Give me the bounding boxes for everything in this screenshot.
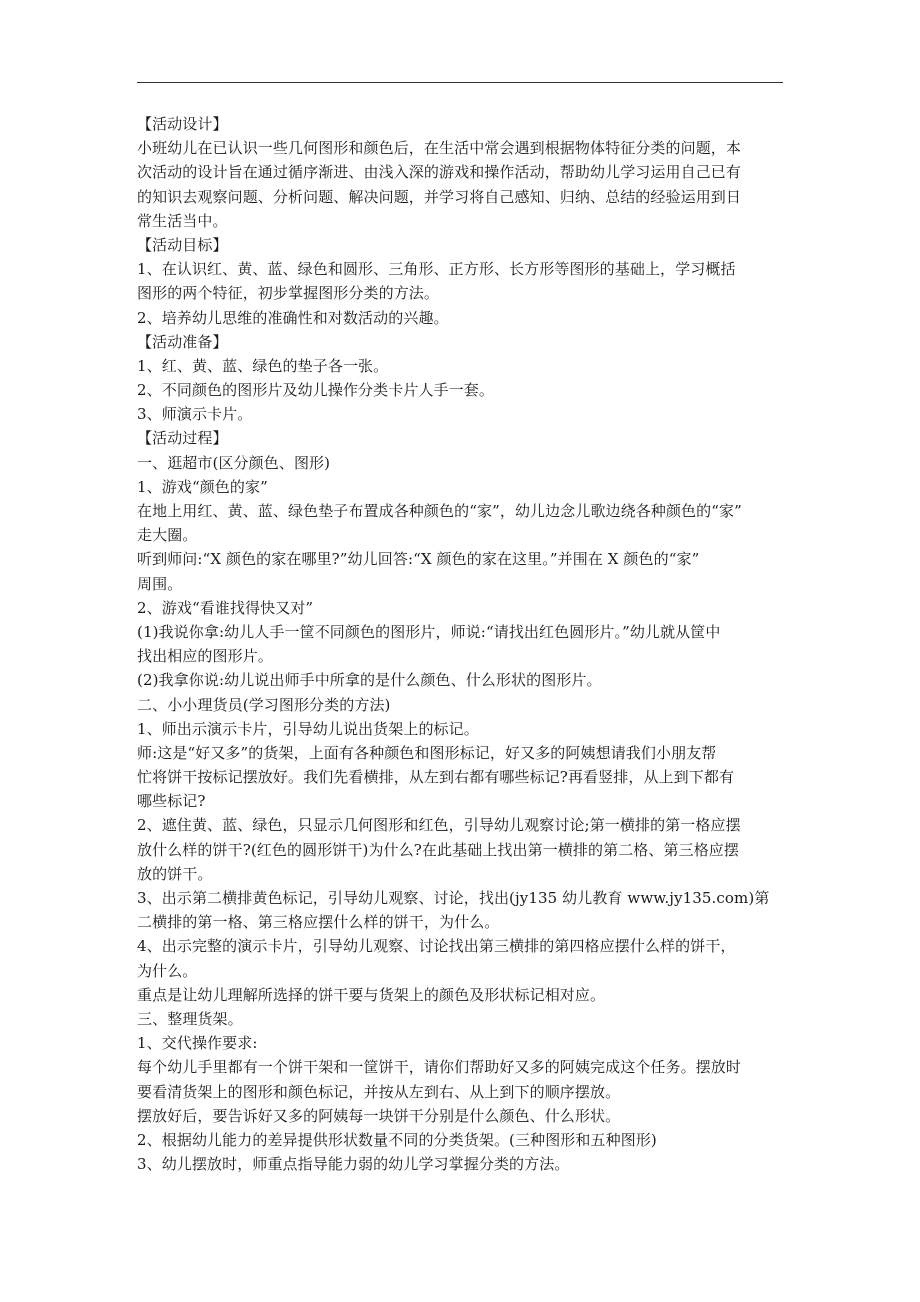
text-line: 次活动的设计旨在通过循序渐进、由浅入深的游戏和操作活动，帮助幼儿学习运用自己已有 xyxy=(137,163,742,182)
text-line: 【活动过程】 xyxy=(137,429,228,448)
text-line: 听到师问:“X 颜色的家在哪里?”幼儿回答:“X 颜色的家在这里。”并围在 X 颜色的“家” xyxy=(137,550,700,569)
text-line: 摆放好后，要告诉好又多的阿姨每一块饼干分别是什么颜色、什么形状。 xyxy=(137,1106,621,1125)
text-line: 小班幼儿在已认识一些几何图形和颜色后，在生活中常会遇到根据物体特征分类的问题，本 xyxy=(137,139,742,158)
text-line: 1、游戏“颜色的家” xyxy=(137,477,268,496)
text-line: 走大圈。 xyxy=(137,526,198,545)
text-line: 重点是让幼儿理解所选择的饼干要与货架上的颜色及形状标记相对应。 xyxy=(137,985,606,1004)
text-line: 二、小小理货员(学习图形分类的方法) xyxy=(137,695,391,714)
text-line: 在地上用红、黄、蓝、绿色垫子布置成各种颜色的“家”，幼儿边念儿歌边绕各种颜色的“家” xyxy=(137,502,742,520)
text-line: 找出相应的图形片。 xyxy=(137,647,273,666)
text-line: 师:这是“好又多”的货架，上面有各种颜色和图形标记，好又多的阿姨想请我们小朋友帮 xyxy=(137,743,717,762)
text-line: 为什么。 xyxy=(137,961,198,980)
text-line: 3、出示第二横排黄色标记，引导幼儿观察、讨论，找出(jy135 幼儿教育 www.jy135.com)第 xyxy=(137,889,770,907)
text-line: 二横排的第一格、第三格应摆什么样的饼干，为什么。 xyxy=(137,913,500,932)
text-line: 放什么样的饼干?(红色的圆形饼干)为什么?在此基础上找出第一横排的第二格、第三格应摆 xyxy=(137,840,739,859)
text-line: 3、师演示卡片。 xyxy=(137,405,253,424)
text-line: 2、游戏“看谁找得快又对” xyxy=(137,598,314,617)
text-line: 1、交代操作要求: xyxy=(137,1034,258,1053)
text-line: 每个幼儿手里都有一个饼干架和一筐饼干，请你们帮助好又多的阿姨完成这个任务。摆放时 xyxy=(137,1058,742,1077)
text-line: 1、师出示演示卡片，引导幼儿说出货架上的标记。 xyxy=(137,719,479,738)
text-line: 1、红、黄、蓝、绿色的垫子各一张。 xyxy=(137,356,389,375)
text-line: 一、逛超市(区分颜色、图形) xyxy=(137,453,331,472)
text-line: 2、不同颜色的图形片及幼儿操作分类卡片人手一套。 xyxy=(137,381,494,400)
text-line: 忙将饼干按标记摆放好。我们先看横排，从左到右都有哪些标记?再看竖排，从上到下都有 xyxy=(137,768,735,787)
text-line: 放的饼干。 xyxy=(137,864,213,883)
text-line: 【活动设计】 xyxy=(137,115,228,133)
header-rule xyxy=(137,82,783,83)
text-line: 2、根据幼儿能力的差异提供形状数量不同的分类货架。(三种图形和五种图形) xyxy=(137,1130,657,1149)
text-line: 哪些标记? xyxy=(137,792,206,811)
text-line: 三、整理货架。 xyxy=(137,1009,243,1028)
text-line: (2)我拿你说:幼儿说出师手中所拿的是什么颜色、什么形状的图形片。 xyxy=(137,671,602,690)
text-line: 周围。 xyxy=(137,574,183,593)
text-line: 4、出示完整的演示卡片，引导幼儿观察、讨论找出第三横排的第四格应摆什么样的饼干， xyxy=(137,937,736,956)
document-body xyxy=(137,112,785,1176)
text-line: (1)我说你拿:幼儿人手一筐不同颜色的图形片，师说:“请找出红色圆形片。”幼儿就从筐中 xyxy=(137,622,721,641)
text-line: 1、在认识红、黄、蓝、绿色和圆形、三角形、正方形、长方形等图形的基础上，学习概括 xyxy=(137,260,736,279)
text-line: 的知识去观察问题、分析问题、解决问题，并学习将自己感知、归纳、总结的经验运用到日 xyxy=(137,187,742,206)
text-line: 3、幼儿摆放时，师重点指导能力弱的幼儿学习掌握分类的方法。 xyxy=(137,1155,570,1174)
text-line: 常生活当中。 xyxy=(137,211,228,230)
text-line: 【活动准备】 xyxy=(137,332,228,351)
text-line: 2、遮住黄、蓝、绿色，只显示几何图形和红色，引导幼儿观察讨论;第一横排的第一格应摆 xyxy=(137,816,741,835)
text-line: 要看清货架上的图形和颜色标记，并按从左到右、从上到下的顺序摆放。 xyxy=(137,1082,621,1101)
text-line: 2、培养幼儿思维的准确性和对数活动的兴趣。 xyxy=(137,308,449,327)
text-line: 图形的两个特征，初步掌握图形分类的方法。 xyxy=(137,284,440,303)
text-line: 【活动目标】 xyxy=(137,235,228,254)
